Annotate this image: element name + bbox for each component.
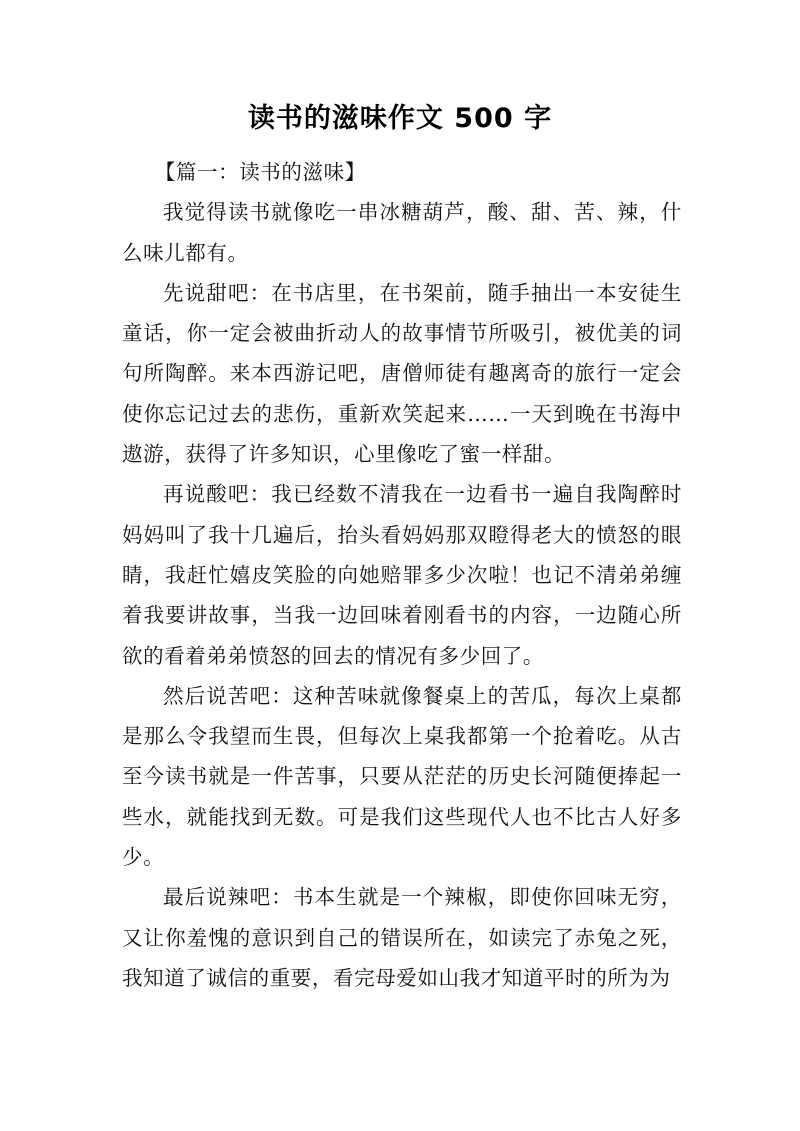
paragraph-intro: 我觉得读书就像吃一串冰糖葫芦，酸、甜、苦、辣，什么味儿都有。 <box>122 200 682 265</box>
paragraph-spicy: 最后说辣吧：书本生就是一个辣椒，即使你回味无穷，又让你羞愧的意识到自己的错误所在，如读完了赤兔之死，我知道了诚信的重要，看完母爱如山我才知道平时的所为为 <box>122 885 682 990</box>
document-title: 读书的滋味作文 500 字 <box>247 103 553 134</box>
paragraph-sour: 再说酸吧：我已经数不清我在一边看书一遍自我陶醉时妈妈叫了我十几遍后，抬头看妈妈那双瞪得老大的愤怒的眼睛，我赶忙嬉皮笑脸的向她赔罪多少次啦！也记不清弟弟缠着我要讲故事，当我一边回味着刚看书的内容，一边随心所欲的看着弟弟愤怒的回去的情况有多少回了。 <box>122 482 682 668</box>
document-body <box>122 152 682 998</box>
paragraph-bitter: 然后说苦吧：这种苦味就像餐桌上的苦瓜，每次上桌都是那么令我望而生畏，但每次上桌我都第一个抢着吃。从古至今读书就是一件苦事，只要从茫茫的历史长河随便捧起一些水，就能找到无数。可是我们这些现代人也不比古人好多少。 <box>122 683 682 870</box>
section-heading: 【篇一：读书的滋味】 <box>154 160 366 184</box>
paragraph-sweet: 先说甜吧：在书店里，在书架前，随手抽出一本安徒生童话，你一定会被曲折动人的故事情节所吸引，被优美的词句所陶醉。来本西游记吧，唐僧师徒有趣离奇的旅行一定会使你忘记过去的悲伤，重新欢笑起来……一天到晚在书海中遨游，获得了许多知识，心里像吃了蜜一样甜。 <box>122 280 682 467</box>
